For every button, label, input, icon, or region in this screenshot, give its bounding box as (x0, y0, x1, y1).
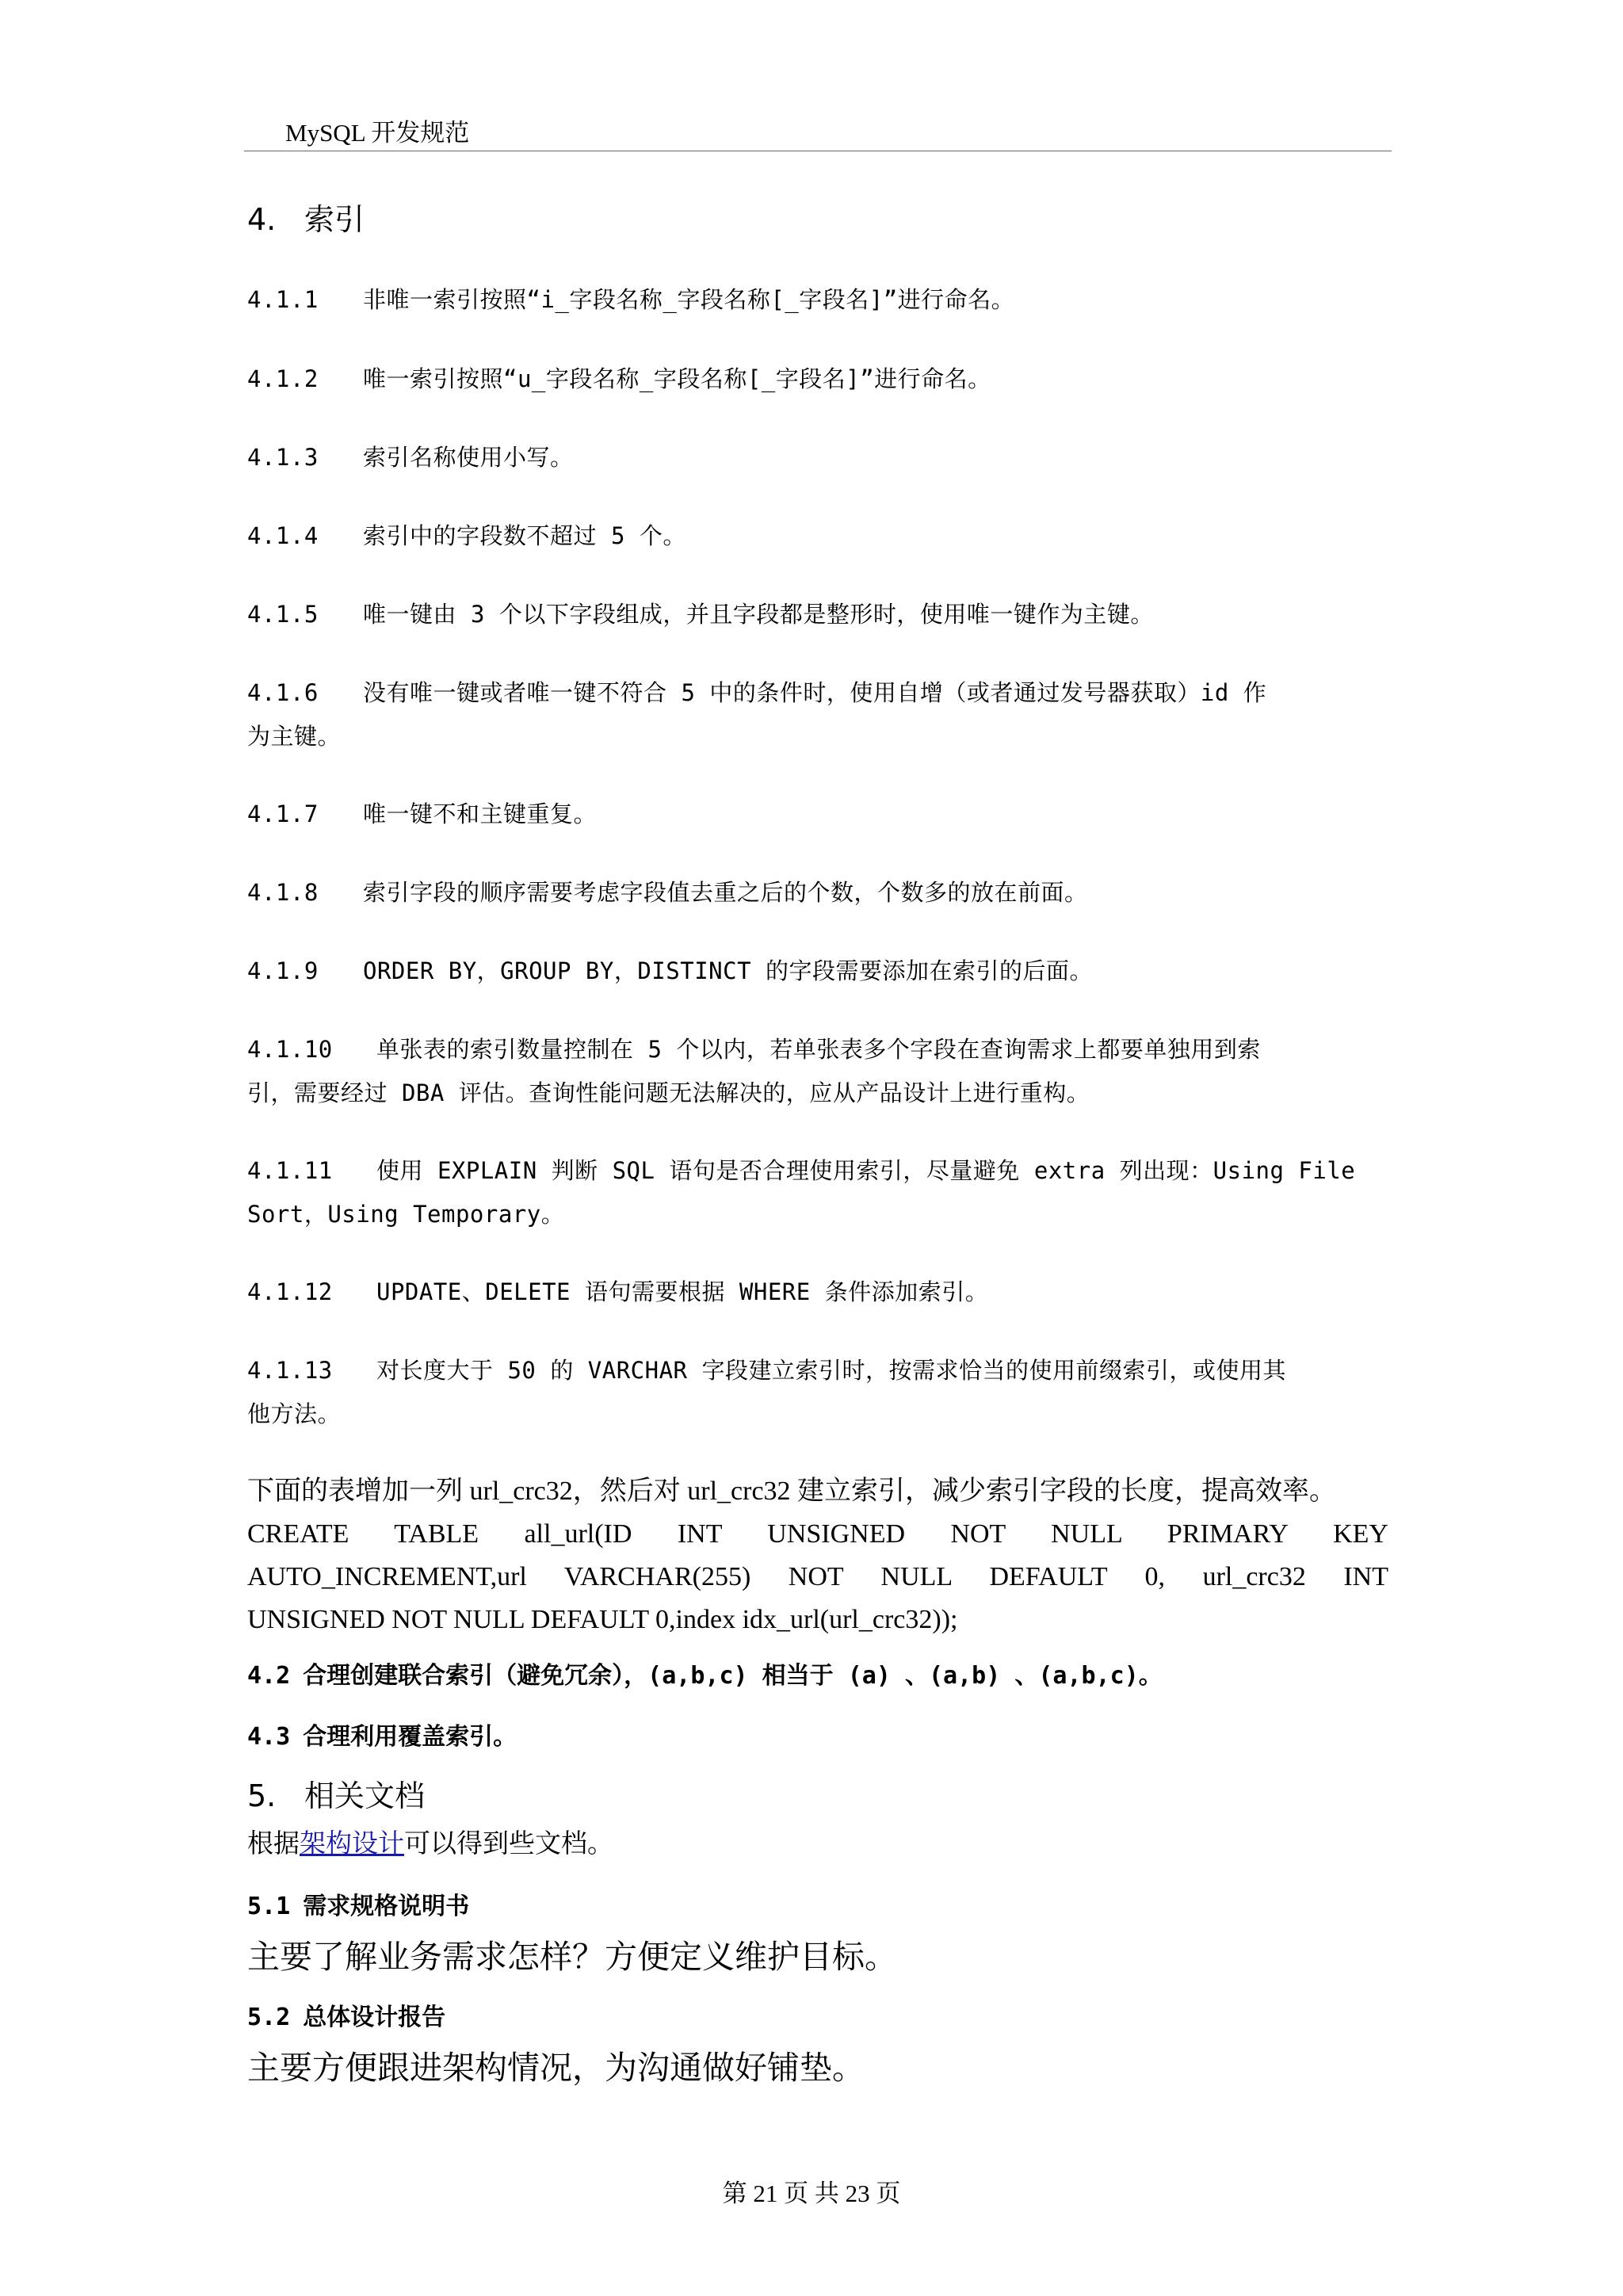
rule-item: 4.1.13 对长度大于 50 的 VARCHAR 字段建立索引时，按需求恰当的使用前缀索引，或使用其 他方法。 (247, 1357, 1286, 1427)
rule-item: 4.1.5 唯一键由 3 个以下字段组成，并且字段都是整形时，使用唯一键作为主键。 (247, 601, 1154, 628)
rule-item: 4.1.6 没有唯一键或者唯一键不符合 5 中的条件时，使用自增（或者通过发号器获取）id 作 为主键。 (247, 679, 1267, 750)
page-number: 第 21 页 共 23 页 (722, 2179, 901, 2207)
rule-item: 4.1.7 唯一键不和主键重复。 (247, 800, 598, 827)
section-title: 索引 (304, 202, 365, 237)
subsection-5-1-body: 主要了解业务需求怎样？方便定义维护目标。 (247, 1938, 897, 1976)
section-number: 5. (247, 1778, 277, 1813)
running-header: MySQL 开发规范 (285, 119, 470, 147)
section-5-intro: 根据架构设计可以得到些文档。 (247, 1828, 613, 1859)
rule-item: 4.1.2 唯一索引按照“u_字段名称_字段名称[_字段名]”进行命名。 (247, 365, 991, 392)
architecture-design-link[interactable]: 架构设计 (300, 1828, 404, 1859)
section-5-heading (247, 1776, 425, 1816)
rule-item: 4.1.4 索引中的字段数不超过 5 个。 (247, 522, 686, 549)
rule-item: 4.1.9 ORDER BY，GROUP BY，DISTINCT 的字段需要添加在索引的后面。 (247, 957, 1093, 984)
rule-item: 4.1.10 单张表的索引数量控制在 5 个以内，若单张表多个字段在查询需求上都要单独用到索 引，需要经过 DBA 评估。查询性能问题无法解决的，应从产品设计上进行重构。 (247, 1036, 1261, 1106)
subsection-4-3: 4.3 合理利用覆盖索引。 (247, 1723, 517, 1751)
rule-item: 4.1.3 索引名称使用小写。 (247, 444, 574, 471)
rule-item: 4.1.8 索引字段的顺序需要考虑字段值去重之后的个数，个数多的放在前面。 (247, 879, 1088, 906)
example-paragraph: 下面的表增加一列 url_crc32，然后对 url_crc32 建立索引，减少索引字段的长度，提高效率。 CREATE TABLE all_url(ID INT UNSIGNED NOT NULL PRIMARY KEY AUTO_INCREMENT,url VARCHAR(255) NOT NULL DEFAULT 0, url_crc32 INT UNSIGNED NOT NULL DEFAULT 0,index idx_url(url_crc32)); (247, 1477, 1388, 1634)
rule-item: 4.1.12 UPDATE、DELETE 语句需要根据 WHERE 条件添加索引。 (247, 1278, 989, 1305)
subsection-5-2-body: 主要方便跟进架构情况，为沟通做好铺垫。 (247, 2049, 865, 2087)
section-4-heading (247, 200, 365, 239)
subsection-4-2: 4.2 合理创建联合索引（避免冗余），(a,b,c) 相当于 (a) 、(a,b) 、(a,b,c)。 (247, 1662, 1163, 1690)
subsection-5-2: 5.2 总体设计报告 (247, 2004, 446, 2031)
rule-item: 4.1.11 使用 EXPLAIN 判断 SQL 语句是否合理使用索引，尽量避免 extra 列出现：Using File Sort，Using Temporary。 (247, 1157, 1356, 1228)
section-title: 相关文档 (304, 1778, 426, 1813)
rule-item: 4.1.1 非唯一索引按照“i_字段名称_字段名称[_字段名]”进行命名。 (247, 286, 1015, 313)
section-number: 4. (247, 202, 277, 237)
subsection-5-1: 5.1 需求规格说明书 (247, 1893, 470, 1920)
